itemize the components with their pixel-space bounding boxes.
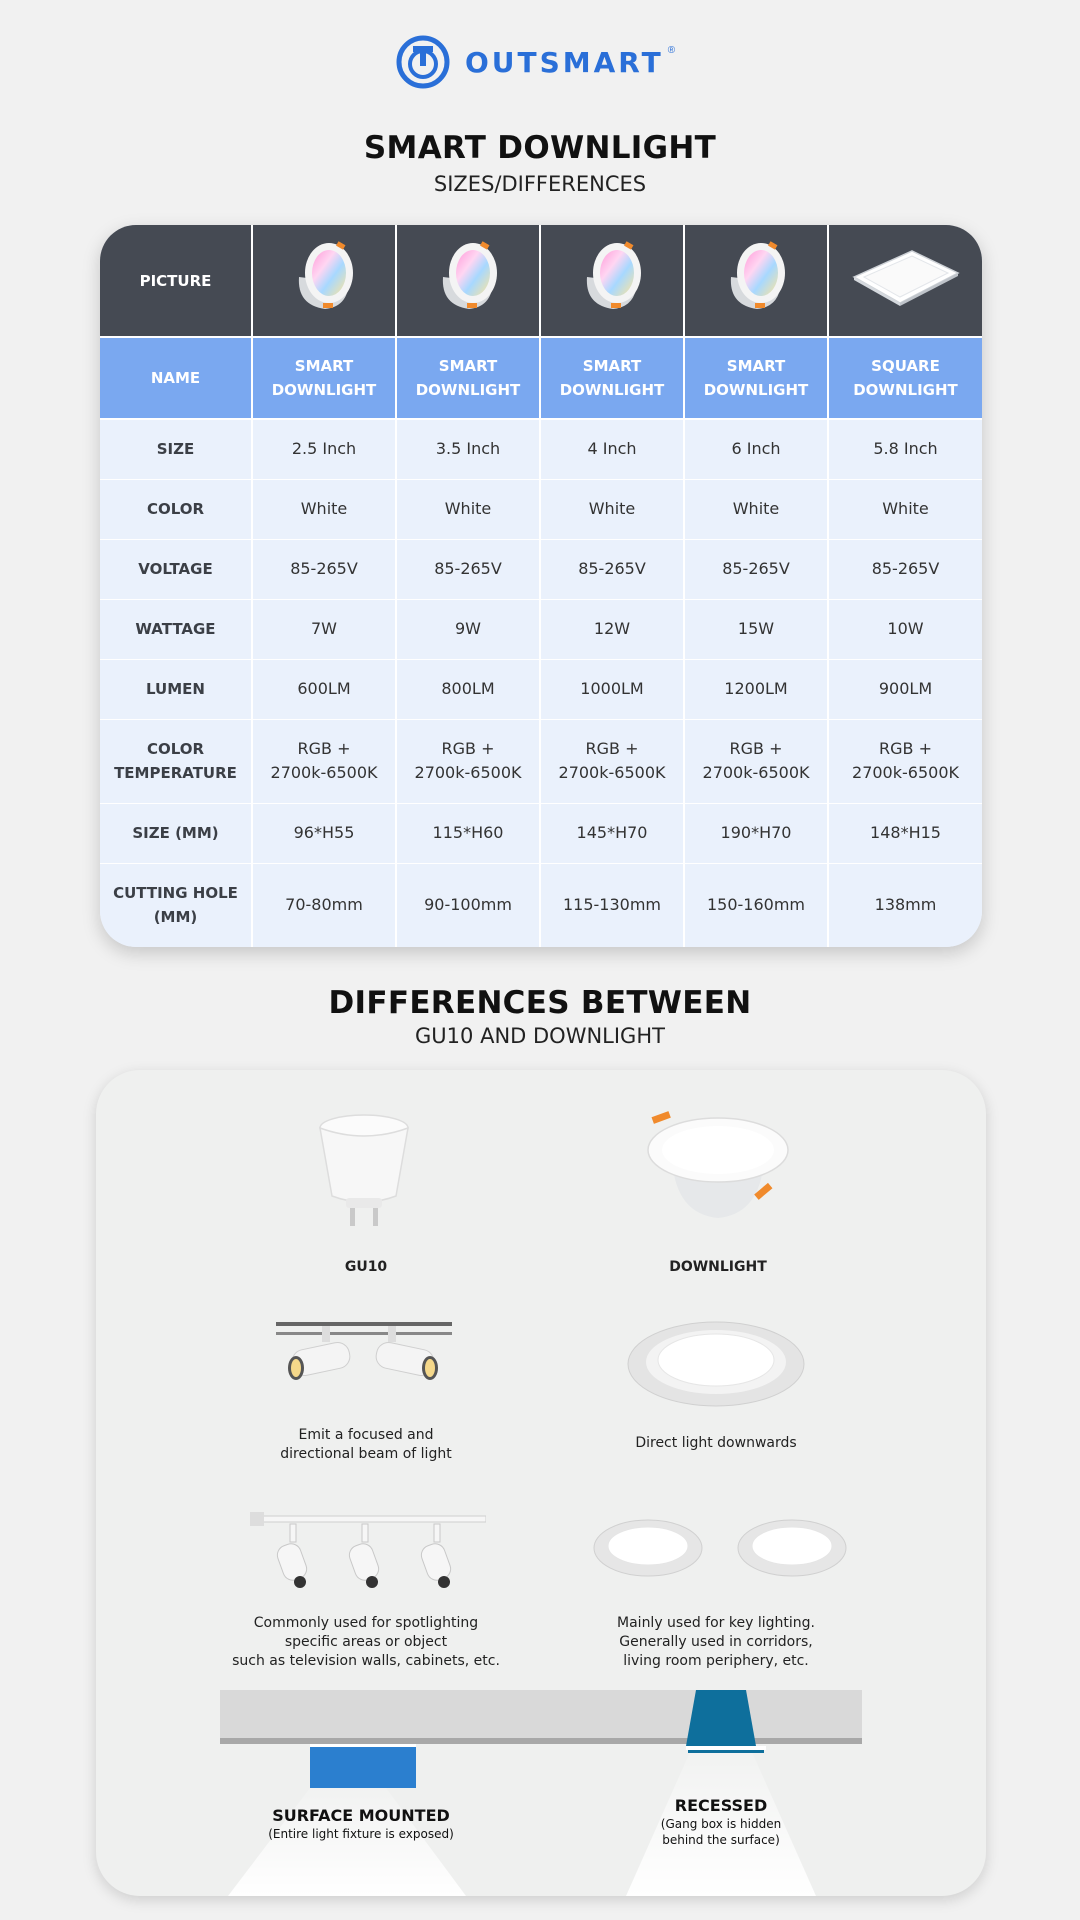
product-name-line: SMART	[726, 357, 786, 375]
row-label-color: COLOR	[100, 479, 252, 539]
table-cell: 2.5 Inch	[252, 419, 396, 479]
table-cell: 1000LM	[540, 659, 684, 719]
table-cell: 600LM	[252, 659, 396, 719]
row-label-voltage: VOLTAGE	[100, 539, 252, 599]
cell-line: 2700k-6500K	[414, 763, 522, 782]
picture-row	[100, 225, 982, 337]
name-row	[100, 337, 982, 419]
downlight-desc2	[566, 1614, 866, 1671]
table-cell: 900LM	[828, 659, 982, 719]
downlight-desc1: Direct light downwards	[635, 1435, 797, 1451]
product-picture	[252, 225, 396, 337]
table-cell: White	[684, 479, 828, 539]
table-cell: 1200LM	[684, 659, 828, 719]
table-cell: 148*H15	[828, 803, 982, 863]
product-name-line: SMART	[438, 357, 498, 375]
table-cell: 6 Inch	[684, 419, 828, 479]
table-cell: 85-265V	[252, 539, 396, 599]
product-picture	[540, 225, 684, 337]
table-cell: White	[540, 479, 684, 539]
round-rgb-downlight-icon	[577, 239, 647, 315]
cell-line: 2700k-6500K	[702, 763, 810, 782]
spec-table	[100, 225, 982, 947]
surface-mounted-box	[310, 1744, 416, 1788]
track-spotlight-icon	[276, 1318, 452, 1398]
row-label-size: SIZE	[100, 419, 252, 479]
two-recessed-downlights-icon	[592, 1516, 848, 1580]
round-rgb-downlight-icon	[289, 239, 359, 315]
color-temperature-row	[100, 719, 982, 803]
row-label-line: TEMPERATURE	[114, 764, 237, 782]
wattage-row	[100, 599, 982, 659]
color-row	[100, 479, 982, 539]
surface-mounted-title: SURFACE MOUNTED	[272, 1806, 450, 1825]
cell-line: RGB +	[585, 739, 639, 758]
table-cell: 7W	[252, 599, 396, 659]
table-cell: 85-265V	[684, 539, 828, 599]
desc-line: directional beam of light	[280, 1446, 452, 1462]
table-cell: 90-100mm	[396, 863, 540, 947]
product-name-line: DOWNLIGHT	[703, 381, 809, 399]
desc-line: living room periphery, etc.	[623, 1653, 809, 1669]
table-cell	[540, 719, 684, 803]
table-cell	[252, 719, 396, 803]
section1-title: SMART DOWNLIGHT	[363, 130, 717, 166]
table-cell: 9W	[396, 599, 540, 659]
table-cell	[684, 719, 828, 803]
table-cell: 5.8 Inch	[828, 419, 982, 479]
product-picture	[396, 225, 540, 337]
recessed-title: RECESSED	[674, 1796, 768, 1815]
table-cell: 96*H55	[252, 803, 396, 863]
desc-line: specific areas or object	[284, 1634, 448, 1650]
cell-line: RGB +	[879, 739, 932, 758]
registered-mark: ®	[667, 44, 676, 56]
product-picture	[684, 225, 828, 337]
section1-subtitle: SIZES/DIFFERENCES	[433, 172, 647, 196]
product-name-line: SQUARE	[871, 357, 940, 375]
gu10-desc1	[216, 1426, 516, 1464]
cell-line: RGB +	[729, 739, 783, 758]
cell-line: 2700k-6500K	[852, 763, 959, 782]
row-label-lumen: LUMEN	[100, 659, 252, 719]
table-cell: 115*H60	[396, 803, 540, 863]
mounting-diagram	[96, 1670, 986, 1896]
table-cell	[396, 719, 540, 803]
recessed-box	[686, 1690, 756, 1746]
square-panel-light-icon	[850, 247, 962, 307]
row-label-line: COLOR	[146, 740, 205, 758]
cell-line: RGB +	[297, 739, 351, 758]
brand-logo	[0, 30, 1080, 94]
brand-name: OUTSMART	[464, 45, 664, 79]
cell-line: 2700k-6500K	[270, 763, 378, 782]
gu10-bulb-icon	[316, 1112, 412, 1232]
row-label-color-temperature	[100, 719, 252, 803]
table-cell: 85-265V	[828, 539, 982, 599]
table-cell: 85-265V	[396, 539, 540, 599]
product-name-line: DOWNLIGHT	[559, 381, 665, 399]
desc-line: Generally used in corridors,	[619, 1634, 813, 1650]
table-cell: 10W	[828, 599, 982, 659]
desc-line: (Gang box is hidden	[660, 1817, 782, 1831]
row-label-size-mm: SIZE (MM)	[100, 803, 252, 863]
product-name-line: DOWNLIGHT	[415, 381, 521, 399]
surface-mounted-desc: (Entire light fixture is exposed)	[268, 1827, 454, 1841]
product-name-cell	[684, 337, 828, 419]
table-cell: 800LM	[396, 659, 540, 719]
row-label-name: NAME	[100, 337, 252, 419]
row-label-picture: PICTURE	[100, 225, 252, 337]
product-name-line: SMART	[582, 357, 642, 375]
table-cell: 4 Inch	[540, 419, 684, 479]
product-name-line: DOWNLIGHT	[271, 381, 377, 399]
size-row	[100, 419, 982, 479]
table-cell: 3.5 Inch	[396, 419, 540, 479]
desc-line: such as television walls, cabinets, etc.	[232, 1653, 500, 1669]
cell-line: RGB +	[441, 739, 495, 758]
table-cell: 138mm	[828, 863, 982, 947]
row-label-wattage: WATTAGE	[100, 599, 252, 659]
table-cell: 190*H70	[684, 803, 828, 863]
desc-line: Commonly used for spotlighting	[253, 1615, 479, 1631]
table-cell: White	[396, 479, 540, 539]
product-name-line: SMART	[294, 357, 354, 375]
voltage-row	[100, 539, 982, 599]
table-cell: 115-130mm	[540, 863, 684, 947]
table-cell: 145*H70	[540, 803, 684, 863]
table-cell: 12W	[540, 599, 684, 659]
track-three-spotlights-icon	[250, 1510, 486, 1596]
spec-table-card	[100, 225, 982, 947]
table-cell: White	[252, 479, 396, 539]
section2-title: DIFFERENCES BETWEEN	[328, 985, 752, 1021]
table-cell: 150-160mm	[684, 863, 828, 947]
row-label-cutting-hole	[100, 863, 252, 947]
product-name-cell	[396, 337, 540, 419]
downlight-icon	[642, 1110, 792, 1228]
desc-line: Mainly used for key lighting.	[617, 1615, 815, 1631]
table-cell: 15W	[684, 599, 828, 659]
cutting-hole-row	[100, 863, 982, 947]
power-icon	[395, 34, 451, 90]
recessed-downlight-icon	[626, 1320, 806, 1408]
table-cell: White	[828, 479, 982, 539]
product-name-line: DOWNLIGHT	[853, 381, 958, 399]
gu10-label: GU10	[344, 1259, 388, 1275]
surface-light-beam	[228, 1788, 466, 1896]
product-picture	[828, 225, 982, 337]
gu10-desc2	[196, 1614, 536, 1671]
product-name-cell	[540, 337, 684, 419]
lumen-row	[100, 659, 982, 719]
table-cell: 85-265V	[540, 539, 684, 599]
recessed-desc	[616, 1816, 826, 1848]
table-cell	[828, 719, 982, 803]
cell-line: 2700k-6500K	[558, 763, 666, 782]
row-label-line: (MM)	[153, 908, 198, 926]
product-name-cell	[828, 337, 982, 419]
table-cell: 70-80mm	[252, 863, 396, 947]
size-mm-row	[100, 803, 982, 863]
round-rgb-downlight-icon	[433, 239, 503, 315]
product-name-cell	[252, 337, 396, 419]
row-label-line: CUTTING HOLE	[113, 884, 238, 902]
downlight-label: DOWNLIGHT	[669, 1259, 767, 1275]
desc-line: Emit a focused and	[298, 1427, 434, 1443]
differences-card	[96, 1070, 986, 1896]
section2-subtitle: GU10 AND DOWNLIGHT	[415, 1024, 665, 1048]
round-rgb-downlight-icon	[721, 239, 791, 315]
desc-line: behind the surface)	[662, 1833, 780, 1847]
